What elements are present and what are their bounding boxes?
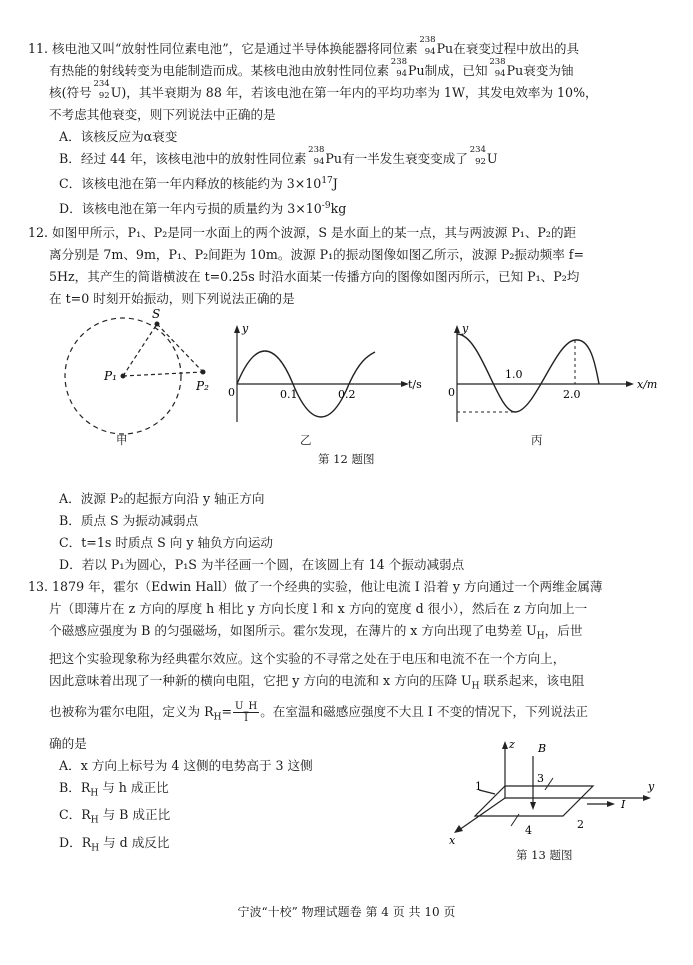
isotope-pu: 238 94 <box>489 57 506 79</box>
q12-line-4: 在 t=0 时刻开始振动，则下列说法正确的是 <box>49 291 295 306</box>
label-p1: P₁ <box>104 369 117 383</box>
point-p2 <box>201 370 206 375</box>
q13-line-1: 13. 1879 年，霍尔（Edwin Hall）做了一个经典的实验，他让电流 I 沿着 y 方向通过一个两维金属薄 <box>28 579 603 594</box>
arrow-y <box>454 325 460 333</box>
q12-option-a: A．波源 P₂的起振方向沿 y 轴正方向 <box>59 491 265 506</box>
svg-text:4: 4 <box>525 824 532 837</box>
q13-line-2: 片（即薄片在 z 方向的厚度 h 相比 y 方向长度 l 和 x 方向的宽度 d 很小），然后在 z 方向加上一 <box>49 601 588 616</box>
line-p1-p2 <box>123 372 203 376</box>
svg-text:y: y <box>648 780 655 793</box>
q12-option-d: D．若以 P₁为圆心，P₁S 为半径画一个圆，在该圆上有 14 个振动减弱点 <box>59 557 465 572</box>
label-jia: 甲 <box>116 433 128 447</box>
svg-text:0: 0 <box>448 386 455 399</box>
q12-options <box>28 488 668 576</box>
svg-text:0: 0 <box>228 386 235 399</box>
svg-text:z: z <box>509 738 515 751</box>
label-yi: 乙 <box>300 433 312 447</box>
line-p1-s <box>123 324 157 376</box>
q12-number: 12. <box>28 225 49 240</box>
isotope-pu: 238 94 <box>390 57 408 79</box>
svg-text:3: 3 <box>537 772 544 785</box>
figure-12-yi <box>225 322 430 432</box>
label-s: S <box>152 308 161 321</box>
q11-option-a: A．该核反应为α衰变 <box>59 129 178 144</box>
svg-text:1.0: 1.0 <box>505 368 523 381</box>
isotope-pu: 238 94 <box>308 145 325 167</box>
figure-12-caption: 第 12 题图 <box>318 452 375 466</box>
page-footer: 宁波“十校” 物理试题卷 第 4 页 共 10 页 <box>237 905 456 919</box>
q12-option-b: B．质点 S 为振动减弱点 <box>59 513 199 528</box>
question-12 <box>28 222 668 310</box>
q11-line-4: 不考虑其他衰变，则下列说法中正确的是 <box>49 107 276 122</box>
q13-option-d: D．$R_H$ 与 d 成反比 <box>59 834 170 854</box>
q11-line-2: 有热能的射线转变为电能制造而成。某核电池由放射性同位素 238 94 Pu制成，已知 238 94 Pu衰变为铀 <box>49 57 574 79</box>
q12-line-3: 5Hz，其产生的简谐横波在 t=0.25s 时沿水面某一传播方向的图像如图丙所示，已知 P₁、P₂均 <box>49 269 580 284</box>
svg-text:2.0: 2.0 <box>563 388 581 401</box>
question-11 <box>28 35 668 220</box>
q11-line-3: 核(符号 234 92 U)，其半衰期为 88 年，若该电池在第一年内的平均功率为 1W，其发电效率为 10%， <box>49 79 598 101</box>
svg-text:0.1: 0.1 <box>280 388 298 401</box>
label-p2: P₂ <box>196 379 209 393</box>
svg-text:t/s: t/s <box>408 378 422 391</box>
svg-text:0.2: 0.2 <box>338 388 356 401</box>
arrow-x <box>626 381 634 387</box>
svg-text:x/m: x/m <box>637 378 658 391</box>
point-s <box>155 322 160 327</box>
axis-x <box>459 798 505 830</box>
svg-text:y: y <box>242 322 249 335</box>
arrow-y <box>234 325 240 333</box>
svg-text:x: x <box>449 834 456 847</box>
isotope-u: 234 92 <box>93 79 110 101</box>
svg-text:B: B <box>538 742 547 755</box>
q12-line-1: 12. 如图甲所示，P₁、P₂是同一水面上的两个波源，S 是水面上的某一点，其与两波源 P₁、P₂的距 <box>28 225 577 240</box>
q13-line-7: 确的是 <box>49 735 87 751</box>
q11-option-c: C．该核电池在第一年内释放的核能约为 $3\times 10^{17}J$ <box>59 176 338 192</box>
figure-13-caption: 第 13 题图 <box>516 848 573 862</box>
svg-text:I: I <box>621 798 626 811</box>
q13-line-5: 因此意味着出现了一种新的横向电阻，它把 y 方向的电流和 x 方向的压降 $U_H$ 联系起来，该电阻 <box>49 672 585 692</box>
q13-line-3: 个磁感应强度为 B 的匀强磁场，如图所示。霍尔发现，在薄片的 x 方向出现了电势差 $U_H$，后世 <box>49 623 583 642</box>
isotope-pu: 238 94 <box>419 35 436 57</box>
label-bing: 丙 <box>531 433 543 447</box>
svg-text:1: 1 <box>475 780 482 793</box>
q11-number: 11. <box>28 41 49 56</box>
metal-sheet <box>475 786 593 816</box>
hall-resistance-fraction: $\frac{U\_H}{I}$ <box>235 701 258 725</box>
figure-13 <box>445 738 670 848</box>
q12-option-c: C．t=1s 时质点 S 向 y 轴负方向运动 <box>59 535 274 550</box>
q13-line-4: 把这个实验现象称为经典霍尔效应。这个实验的不寻常之处在于电压和电流不在一个方向上， <box>49 650 566 666</box>
svg-text:2: 2 <box>577 818 584 831</box>
q13-option-c: C．$R_H$ 与 B 成正比 <box>59 807 171 826</box>
q11-option-d: D．该核电池在第一年内亏损的质量约为 $3\times 10^{-9}kg$ <box>59 201 347 217</box>
q13-number: 13. <box>28 579 49 594</box>
q12-line-2: 离分别是 7m、9m，P₁、P₂间距为 10m。波源 P₁的振动图像如图乙所示，波源 P₂振动频率 f= <box>49 247 585 262</box>
figure-12-jia <box>60 308 220 448</box>
mark-3 <box>545 778 553 790</box>
isotope-u: 234 92 <box>469 145 486 167</box>
q11-option-b: B．经过 44 年，该核电池中的放射性同位素 238 94 Pu有一半发生衰变变成了 234 92 U <box>59 145 498 167</box>
point-p1 <box>121 374 126 379</box>
q13-option-b: B．$R_H$ 与 h 成正比 <box>59 779 169 799</box>
svg-text:y: y <box>462 322 469 335</box>
q11-line-1: 11. 核电池又叫“放射性同位素电池”，它是通过半导体换能器将同位素 238 94 Pu在衰变过程中放出的具 <box>28 35 580 57</box>
figure-12-bing <box>445 322 670 432</box>
q13-line-6: 也被称为霍尔电阻，定义为 $R_H=$ $\frac{U\_H}{I}$ 。在室温和磁感应强度不大且 I 不变的情况下，下列说法正 <box>49 701 589 725</box>
q13-option-a: A．x 方向上标号为 4 这侧的电势高于 3 这侧 <box>59 757 313 773</box>
